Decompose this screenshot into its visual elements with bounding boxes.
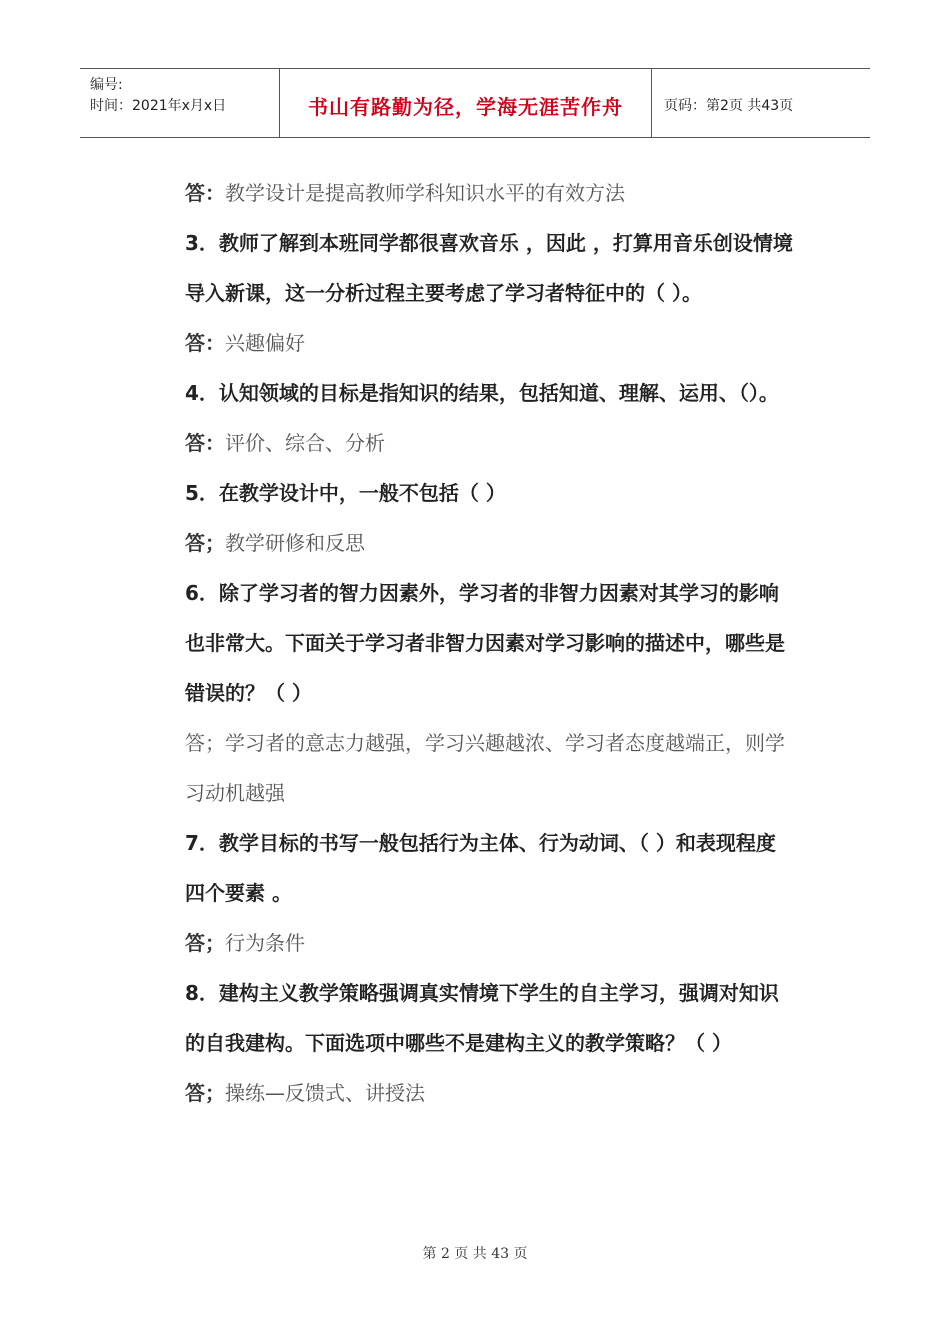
answer-line	[185, 1068, 865, 1118]
answer-line	[185, 318, 865, 368]
question-text: 四个要素 。	[185, 881, 292, 905]
question-text: 也非常大。下面关于学习者非智力因素对学习影响的描述中，哪些是	[185, 631, 785, 655]
question-line	[185, 268, 865, 318]
question-line	[185, 868, 865, 918]
answer-text: 教学研修和反思	[225, 531, 365, 555]
question-line	[185, 1018, 865, 1068]
answer-text: 教学设计是提高教师学科知识水平的有效方法	[225, 181, 625, 205]
question-text: 3．教师了解到本班同学都很喜欢音乐 ，因此 ，打算用音乐创设情境	[185, 231, 793, 255]
answer-label: 答；	[185, 1081, 225, 1105]
answer-text: 操练—反馈式、讲授法	[225, 1081, 425, 1105]
question-line	[185, 468, 865, 518]
answer-label: 答：	[185, 331, 225, 355]
answer-line	[185, 768, 865, 818]
answer-text: 答；学习者的意志力越强，学习兴趣越浓、学习者态度越端正，则学	[185, 731, 785, 755]
answer-text: 行为条件	[225, 931, 305, 955]
answer-text: 兴趣偏好	[225, 331, 305, 355]
page-footer: 第 2 页 共 43 页	[422, 1246, 528, 1262]
answer-line	[185, 168, 865, 218]
time-label: 时间：2021年x月x日	[90, 98, 227, 114]
question-text: 错误的？（ ）	[185, 681, 312, 705]
question-line	[185, 568, 865, 618]
answer-label: 答；	[185, 531, 225, 555]
question-line	[185, 818, 865, 868]
question-text: 5．在教学设计中，一般不包括（ ）	[185, 481, 506, 505]
answer-text: 习动机越强	[185, 781, 285, 805]
question-line	[185, 368, 865, 418]
answer-line	[185, 518, 865, 568]
question-text: 8．建构主义教学策略强调真实情境下学生的自主学习，强调对知识	[185, 981, 779, 1005]
question-line	[185, 218, 865, 268]
header-meta	[80, 69, 280, 137]
number-label: 编号:	[90, 77, 123, 93]
question-line	[185, 668, 865, 718]
question-line	[185, 968, 865, 1018]
answer-line	[185, 718, 865, 768]
answer-label: 答：	[185, 431, 225, 455]
question-text: 的自我建构。下面选项中哪些不是建构主义的教学策略？（ ）	[185, 1031, 732, 1055]
header-motto: 书山有路勤为径，学海无涯苦作舟	[280, 69, 652, 137]
document-body	[185, 168, 865, 1118]
question-text: 导入新课，这一分析过程主要考虑了学习者特征中的（ ）。	[185, 281, 702, 305]
answer-text: 评价、综合、分析	[225, 431, 385, 455]
header-page-info: 页码：第2页 共43页	[664, 98, 794, 114]
question-text: 6．除了学习者的智力因素外，学习者的非智力因素对其学习的影响	[185, 581, 779, 605]
answer-label: 答：	[185, 181, 225, 205]
answer-label: 答；	[185, 931, 225, 955]
answer-line	[185, 918, 865, 968]
page-header	[80, 68, 870, 138]
question-text: 4．认知领域的目标是指知识的结果，包括知道、理解、运用、（）。	[185, 381, 779, 405]
question-text: 7．教学目标的书写一般包括行为主体、行为动词、（ ）和表现程度	[185, 831, 776, 855]
answer-line	[185, 418, 865, 468]
question-line	[185, 618, 865, 668]
